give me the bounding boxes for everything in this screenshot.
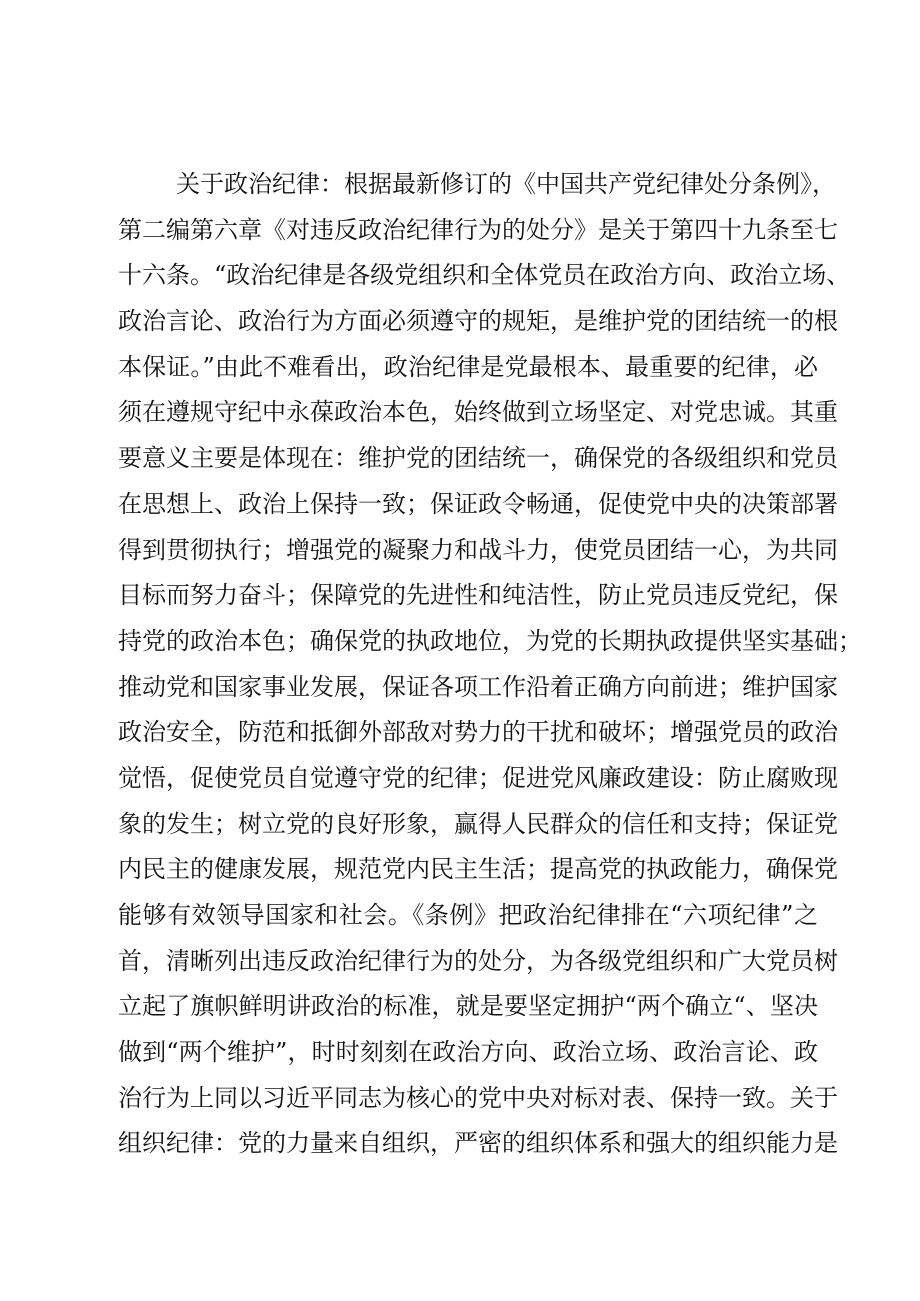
text-line: 能够有效领导国家和社会。《条例》把政治纪律排在“六项纪律”之 [118,901,818,929]
text-line: 须在遵规守纪中永葆政治本色，始终做到立场坚定、对党忠诚。其重 [118,398,838,427]
text-line: 做到“两个维护”，时时刻刻在政治方向、政治立场、政治言论、政 [118,1038,818,1067]
text-line: 要意义主要是体现在：维护党的团结统一，确保党的各级组织和党员 [118,444,838,473]
text-line: 首，清晰列出违反政治纪律行为的处分，为各级党组织和广大党员树 [118,946,838,975]
text-line: 推动党和国家事业发展，保证各项工作沿着正确方向前进；维护国家 [118,672,838,701]
text-line: 本保证。”由此不难看出，政治纪律是党最根本、最重要的纪律，必 [118,352,818,381]
text-line: 政治安全，防范和抵御外部敌对势力的干扰和破坏；增强党员的政治 [118,718,838,747]
text-line: 组织纪律：党的力量来自组织，严密的组织体系和强大的组织能力是 [118,1129,838,1158]
text-line: 十六条。“政治纪律是各级党组织和全体党员在政治方向、政治立场、 [118,261,851,290]
text-line: 关于政治纪律：根据最新修订的《中国共产党纪律处分条例》， [176,170,836,198]
body-paragraph [118,162,862,1167]
text-line: 得到贯彻执行；增强党的凝聚力和战斗力，使党员团结一心，为共同 [118,535,838,564]
text-line: 第二编第六章《对违反政治纪律行为的处分》是关于第四十九条至七 [118,215,838,244]
text-line: 目标而努力奋斗；保障党的先进性和纯洁性，防止党员违反党纪，保 [118,581,838,610]
text-line: 治行为上同以习近平同志为核心的党中央对标对表、保持一致。关于 [118,1083,838,1112]
text-line: 内民主的健康发展，规范党内民主生活；提高党的执政能力，确保党 [118,855,838,884]
text-line: 持党的政治本色；确保党的执政地位，为党的长期执政提供坚实基础； [118,626,862,655]
text-line: 政治言论、政治行为方面必须遵守的规矩，是维护党的团结统一的根 [118,307,838,336]
text-line: 象的发生；树立党的良好形象，赢得人民群众的信任和支持；保证党 [118,809,838,838]
text-line: 立起了旗帜鲜明讲政治的标准，就是要坚定拥护“两个确立“、坚决 [118,992,818,1021]
text-line: 觉悟，促使党员自觉遵守党的纪律；促进党风廉政建设：防止腐败现 [118,763,838,792]
text-line: 在思想上、政治上保持一致；保证政令畅通，促使党中央的决策部署 [118,489,838,518]
